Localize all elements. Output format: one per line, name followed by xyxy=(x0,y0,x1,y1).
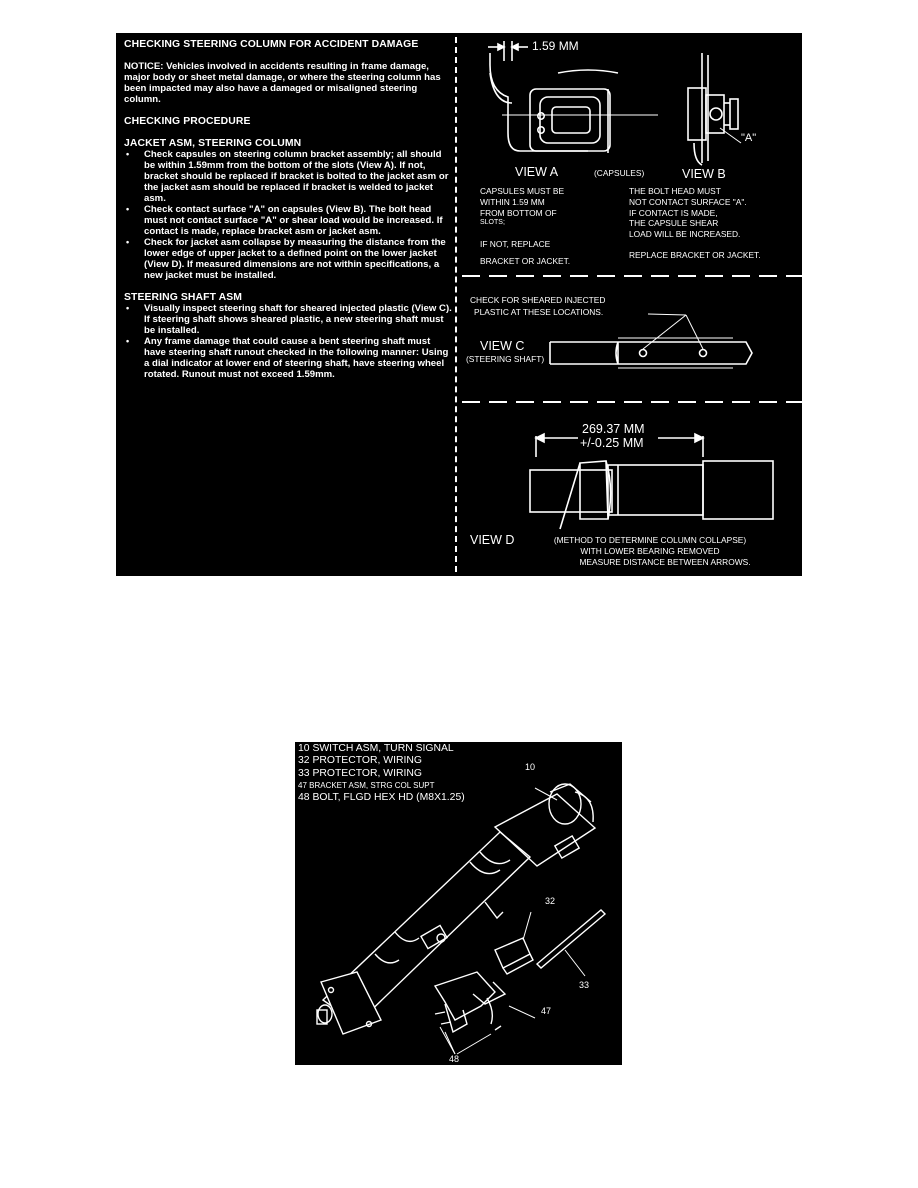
note-line: WITHIN 1.59 MM xyxy=(480,196,545,207)
sheared-note xyxy=(470,294,605,318)
note-line: THE BOLT HEAD MUST xyxy=(629,186,721,196)
legend-item: 10 SWITCH ASM, TURN SIGNAL xyxy=(298,743,454,754)
note-line: SLOTS; xyxy=(480,219,505,227)
note-line: NOT CONTACT SURFACE "A". xyxy=(629,196,747,207)
note-line: IF NOT, REPLACE xyxy=(480,239,551,250)
view-d-column-drawing xyxy=(530,434,773,529)
note-line: PLASTIC AT THESE LOCATIONS. xyxy=(474,307,604,317)
note-line: LOAD WILL BE INCREASED. xyxy=(629,229,741,240)
jacket-heading: JACKET ASM, STEERING COLUMN xyxy=(124,138,302,149)
steering-column-drawing xyxy=(295,742,622,1065)
capsules-label: (CAPSULES) xyxy=(594,168,645,178)
dim-1-59-arrow xyxy=(488,41,528,61)
jacket-list xyxy=(124,149,454,281)
view-b-label: VIEW B xyxy=(682,167,726,181)
legend-item: 48 BOLT, FLGD HEX HD (M8X1.25) xyxy=(298,792,465,804)
note-line: REPLACE BRACKET OR JACKET. xyxy=(629,249,761,260)
callout-33: 33 xyxy=(579,980,590,990)
view-b-bolt-drawing xyxy=(688,53,741,165)
legend-item: 47 BRACKET ASM, STRG COL SUPT xyxy=(298,780,435,790)
view-d-label: VIEW D xyxy=(470,533,515,547)
view-a-bracket-drawing xyxy=(490,53,658,153)
note-line: THE CAPSULE SHEAR xyxy=(629,218,719,229)
jacket-item: • Check contact surface "A" on capsules (View B). The bolt head must not contact surface "A" or shear load would be increased. If contact is made, replace bracket asm or jacket asm. xyxy=(144,204,454,237)
callout-48: 48 xyxy=(449,1054,460,1064)
note-line: IF CONTACT IS MADE, xyxy=(629,207,718,218)
dim-d-label: 269.37 MM xyxy=(582,422,645,436)
callout-10: 10 xyxy=(525,762,536,772)
note-line: WITH LOWER BEARING REMOVED xyxy=(580,545,720,556)
accident-damage-figure xyxy=(116,33,802,576)
view-a-label: VIEW A xyxy=(515,165,559,179)
view-d-note xyxy=(535,535,765,567)
legend-item: 33 PROTECTOR, WIRING xyxy=(298,767,422,779)
jacket-item: • Check capsules on steering column bracket assembly; all should be within 1.59mm from the bottom of the slots (View A). If not, bracket should be replaced if bracket is bolted to the jacket asm or the jacket asm should be replaced if bracket is welded to jacket asm. xyxy=(144,149,454,204)
procedure-text xyxy=(124,39,454,380)
callout-47: 47 xyxy=(541,1006,552,1016)
view-c-shaft-drawing xyxy=(550,314,752,368)
note-line: (METHOD TO DETERMINE COLUMN COLLAPSE) xyxy=(553,535,747,545)
view-c-label: VIEW C xyxy=(480,339,525,353)
surface-a-label: "A" xyxy=(741,132,757,144)
procedure-heading: CHECKING PROCEDURE xyxy=(124,116,251,127)
section-title: CHECKING STEERING COLUMN FOR ACCIDENT DAMAGE xyxy=(124,39,419,50)
callout-32: 32 xyxy=(545,896,556,906)
shaft-heading: STEERING SHAFT ASM xyxy=(124,292,243,303)
diagram-column xyxy=(458,33,802,576)
bolt-note xyxy=(629,186,761,261)
note-line: MEASURE DISTANCE BETWEEN ARROWS. xyxy=(579,556,751,567)
dim-d-tolerance-label: +/-0.25 MM xyxy=(580,436,644,450)
legend-item: 32 PROTECTOR, WIRING xyxy=(298,755,422,767)
notice-text: NOTICE: Vehicles involved in accidents resulting in frame damage, major body or sheet metal damage, or where the steering column has been impacted may also have a damaged or misaligned steering column. xyxy=(124,61,441,105)
shaft-item: • Visually inspect steering shaft for sheared injected plastic (View C). If steering shaft shows sheared plastic, a new steering shaft must be installed. xyxy=(144,303,454,336)
shaft-item: • Any frame damage that could cause a bent steering shaft must have steering shaft runout checked in the following manner: Using a dial indicator at lower end of steering shaft, have steering wheel rotated. Runout must not exceed 1.59mm. xyxy=(144,336,454,380)
note-line: CAPSULES MUST BE xyxy=(480,186,565,196)
note-line: FROM BOTTOM OF xyxy=(480,207,557,218)
column-exploded-figure xyxy=(295,742,622,1065)
shaft-list xyxy=(124,303,454,380)
view-c-sub-label: (STEERING SHAFT) xyxy=(466,354,545,364)
note-line: BRACKET OR JACKET. xyxy=(480,255,571,266)
jacket-item: • Check for jacket asm collapse by measuring the distance from the lower edge of upper jacket to a defined point on the lower jacket (View D). If measured dimensions are not within specifications, a new jacket must be installed. xyxy=(144,237,454,281)
dim-label-a: 1.59 MM xyxy=(532,39,579,53)
capsules-note xyxy=(480,186,570,267)
column-divider xyxy=(455,37,457,572)
note-line: CHECK FOR SHEARED INJECTED xyxy=(470,295,606,305)
